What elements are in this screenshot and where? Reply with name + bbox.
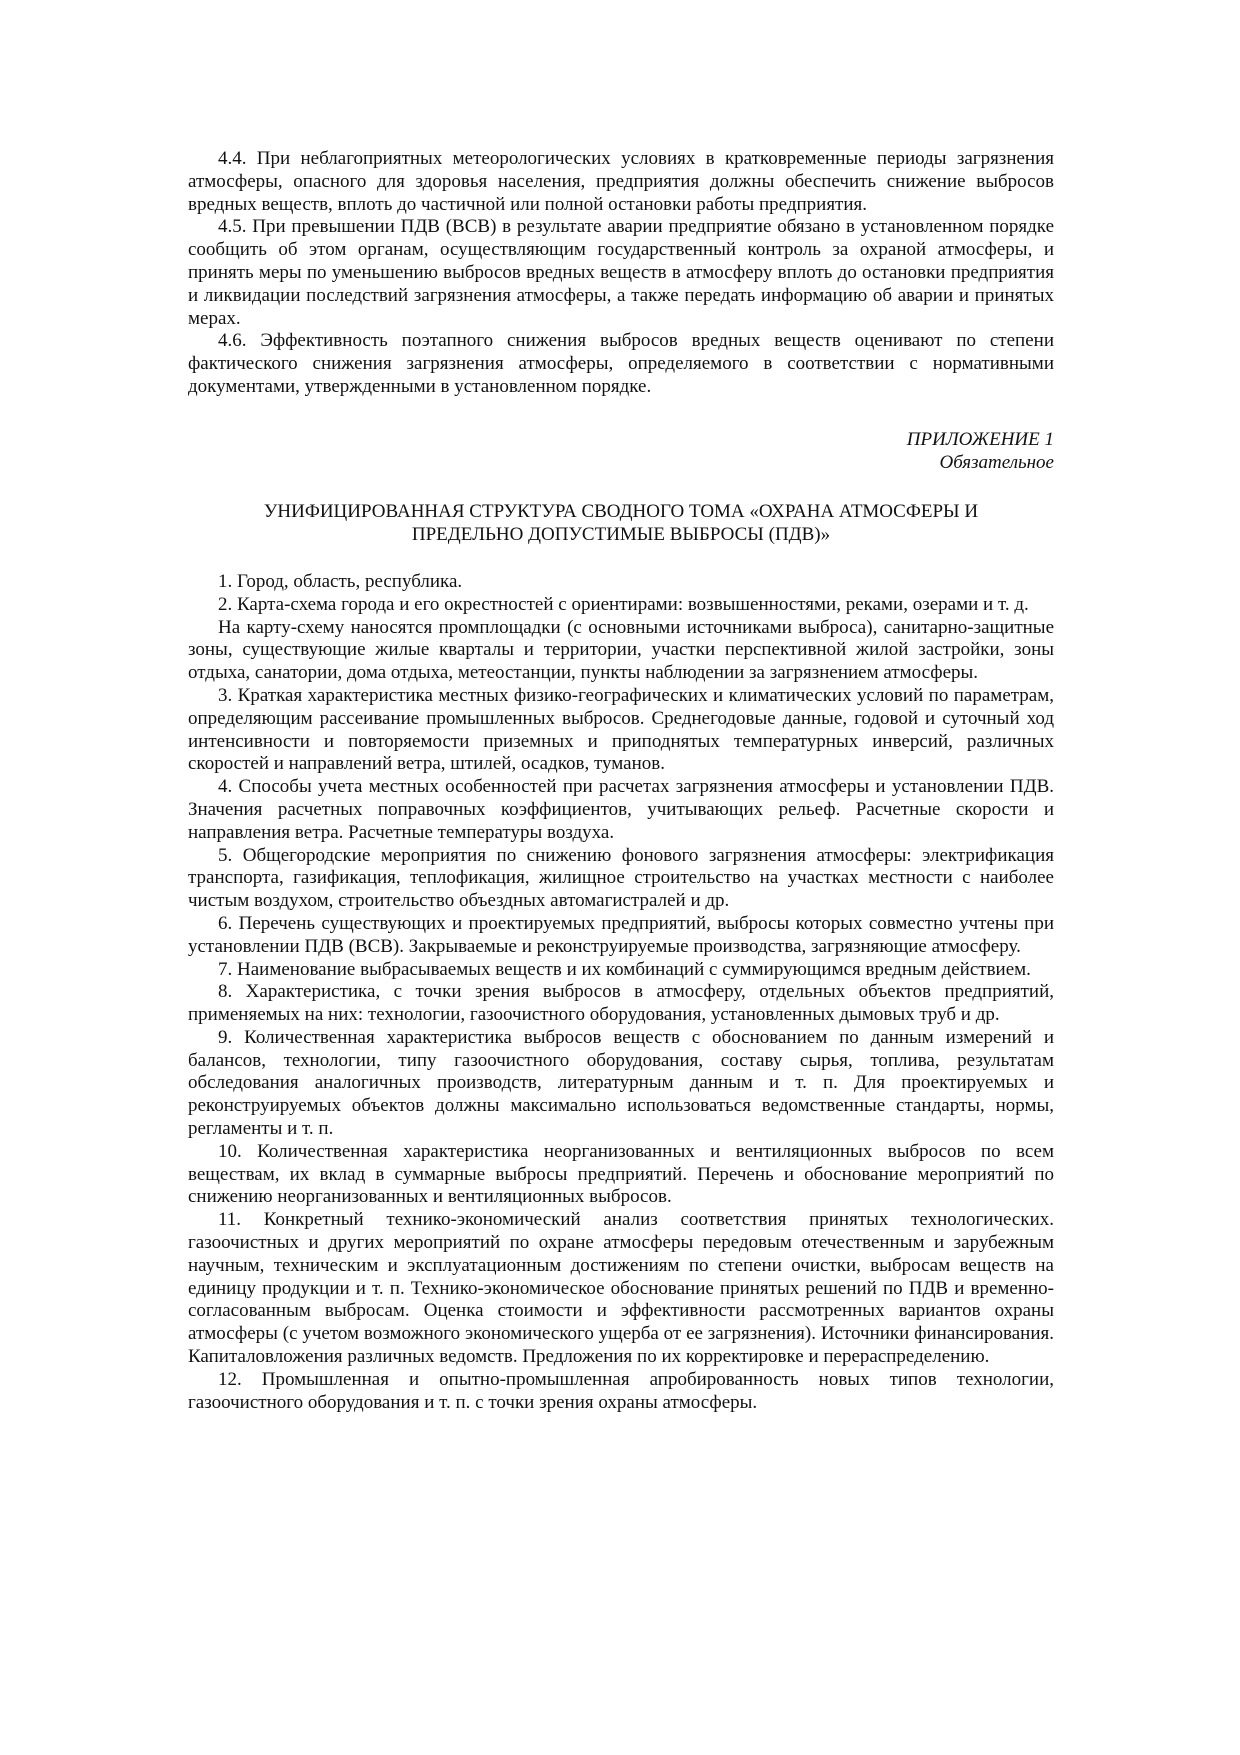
list-item: 12. Промышленная и опытно-промышленная апробированность новых типов технологии, газоочистного оборудования и т. п. с точки зрения охраны атмосферы. (188, 1368, 1054, 1413)
list-item: 11. Конкретный технико-экономический анализ соответствия принятых технологических. газоочистных и других мероприятий по охране атмосферы передовым отечественным и зарубежным научным, техническим и эксплуатационным достижениям по степени очистки, выбросам веществ на единицу продукции и т. п. Технико-экономическое обоснование принятых решений по ПДВ и временно-согласованным выбросам. Оценка стоимости и эффективности рассмотренных вариантов охраны атмосферы (с учетом возможного экономического ущерба от ее загрязнения). Источники финансирования. Капиталовложения различных ведомств. Предложения по их корректировке и перераспределению. (188, 1209, 1054, 1368)
list-item: 5. Общегородские мероприятия по снижению фонового загрязнения атмосферы: электрификация транспорта, газификация, теплофикация, жилищное строительство на участках местности с наиболее чистым воздухом, строительство объездных автомагистралей и др. (188, 844, 1054, 912)
list-item: 10. Количественная характеристика неорганизованных и вентиляционных выбросов по всем веществам, их вклад в суммарные выбросы предприятий. Перечень и обоснование мероприятий по снижению неорганизованных и вентиляционных выбросов. (188, 1140, 1054, 1208)
list-item: 4. Способы учета местных особенностей при расчетах загрязнения атмосферы и установлении ПДВ. Значения расчетных поправочных коэффициентов, учитывающих рельеф. Расчетные скорости и направления ветра. Расчетные температуры воздуха. (188, 776, 1054, 843)
list-item: 3. Краткая характеристика местных физико-географических и климатических условий по параметрам, определяющим рассеивание промышленных выбросов. Среднегодовые данные, годовой и суточный ход интенсивности и повторяемости приземных и приподнятых температурных инверсий, различных скоростей и направлений ветра, штилей, осадков, туманов. (188, 684, 1054, 775)
clauses-section (188, 148, 1054, 399)
structure-list (188, 571, 1054, 1414)
appendix-title: ПРИЛОЖЕНИЕ 1 (906, 428, 1054, 450)
clause-4-4: 4.4. При неблагоприятных метеорологических условиях в кратковременные периоды загрязнения атмосферы, опасного для здоровья населения, предприятия должны обеспечить снижение выбросов вредных веществ, вплоть до частичной или полной остановки работы предприятия. (188, 148, 1054, 215)
list-item: 8. Характеристика, с точки зрения выбросов в атмосферу, отдельных объектов предприятий, применяемых на них: технологии, газоочистного оборудования, установленных дымовых труб и др. (188, 981, 1054, 1026)
appendix-label (188, 429, 1054, 475)
list-item: На карту-схему наносятся промплощадки (с основными источниками выброса), санитарно-защитные зоны, существующие жилые кварталы и территории, участки перспективной жилой застройки, зоны отдыха, санатории, дома отдыха, метеостанции, пункты наблюдении за загрязнением атмосферы. (188, 616, 1054, 684)
list-item: 2. Карта-схема города и его окрестностей с ориентирами: возвышенностями, реками, озерами и т. д. (218, 593, 1029, 615)
list-item: 6. Перечень существующих и проектируемых предприятий, выбросы которых совместно учтены при установлении ПДВ (ВСВ). Закрываемые и реконструируемые производства, загрязняющие атмосферу. (188, 912, 1054, 957)
document-page (188, 148, 1054, 1414)
list-item: 1. Город, область, республика. (218, 570, 463, 592)
list-item: 7. Наименование выбрасываемых веществ и их комбинаций с суммирующимся вредным действием. (218, 958, 1031, 980)
clause-4-5: 4.5. При превышении ПДВ (ВСВ) в результате аварии предприятие обязано в установленном порядке сообщить об этом органам, осуществляющим государственный контроль за охраной атмосферы, и принять меры по уменьшению выбросов вредных веществ в атмосферу вплоть до остановки предприятия и ликвидации последствий загрязнения атмосферы, а также передать информацию об аварии и принятых мерах. (188, 216, 1054, 329)
clause-4-6: 4.6. Эффективность поэтапного снижения выбросов вредных веществ оценивают по степени фактического снижения загрязнения атмосферы, определяемого в соответствии с нормативными документами, утвержденными в установленном порядке. (188, 330, 1054, 397)
document-heading: УНИФИЦИРОВАННАЯ СТРУКТУРА СВОДНОГО ТОМА «ОХРАНА АТМОСФЕРЫ И ПРЕДЕЛЬНО ДОПУСТИМЫЕ ВЫБРОСЫ (ПДВ)» (263, 501, 979, 546)
list-item: 9. Количественная характеристика выбросов веществ с обоснованием по данным измерений и балансов, технологии, типу газоочистного оборудования, составу сырья, топлива, результатам обследования аналогичных производств, литературным данным и т. п. Для проектируемых и реконструируемых объектов должны максимально использоваться ведомственные стандарты, нормы, регламенты и т. п. (188, 1026, 1054, 1140)
appendix-status: Обязательное (939, 451, 1054, 473)
